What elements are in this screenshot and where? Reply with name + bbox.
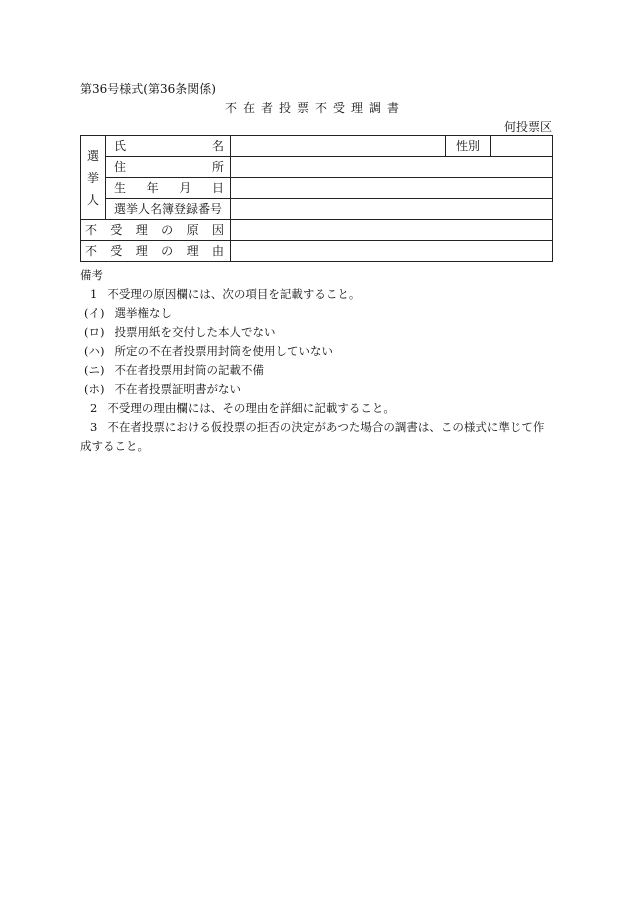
name-label: 氏 名 [106,136,231,157]
birthdate-value-cell[interactable] [231,178,553,199]
notes-heading: 備考 [80,268,103,282]
district-label: 何投票区 [503,120,552,134]
elector-group-label: 選 挙 人 [81,136,106,220]
register-row [81,199,553,220]
name-value-cell[interactable] [231,136,446,157]
note-item-1: 1 不受理の原因欄には、次の項目を記載すること。 [90,287,361,301]
note-item-2: 2 不受理の理由欄には、その理由を詳細に記載すること。 [90,401,395,415]
register-number-value-cell[interactable] [231,199,553,220]
birthdate-row [81,178,553,199]
note-sub-item: (イ) 選挙権なし [84,306,172,320]
reason-label: 不 受 理 の 理 由 [81,241,231,262]
address-label: 住 所 [106,157,231,178]
note-item-3-continued: 成すること。 [80,439,149,453]
sex-value-cell[interactable] [491,136,553,157]
register-number-label: 選挙人名簿登録番号 [106,199,231,220]
cause-label: 不 受 理 の 原 因 [81,220,231,241]
note-sub-item: (ホ) 不在者投票証明書がない [84,382,241,396]
note-item-3: 3 不在者投票における仮投票の拒否の決定があつた場合の調書は、この様式に準じて作 [90,420,545,434]
address-value-cell[interactable] [231,157,553,178]
address-row [81,157,553,178]
note-sub-item: (ロ) 投票用紙を交付した本人でない [84,325,276,339]
reason-value-cell[interactable] [231,241,553,262]
cause-row [81,220,553,241]
sex-label: 性別 [446,136,491,157]
form-number: 第36号様式(第36条関係) [80,82,216,96]
rejection-record-table [80,135,553,262]
name-row [81,136,553,157]
reason-row [81,241,553,262]
notes-section [80,266,555,456]
note-sub-item: (ニ) 不在者投票用封筒の記載不備 [84,363,264,377]
cause-value-cell[interactable] [231,220,553,241]
page-title: 不在者投票不受理調書 [224,101,405,115]
birthdate-label: 生 年 月 日 [106,178,231,199]
note-sub-item: (ハ) 所定の不在者投票用封筒を使用していない [84,344,333,358]
